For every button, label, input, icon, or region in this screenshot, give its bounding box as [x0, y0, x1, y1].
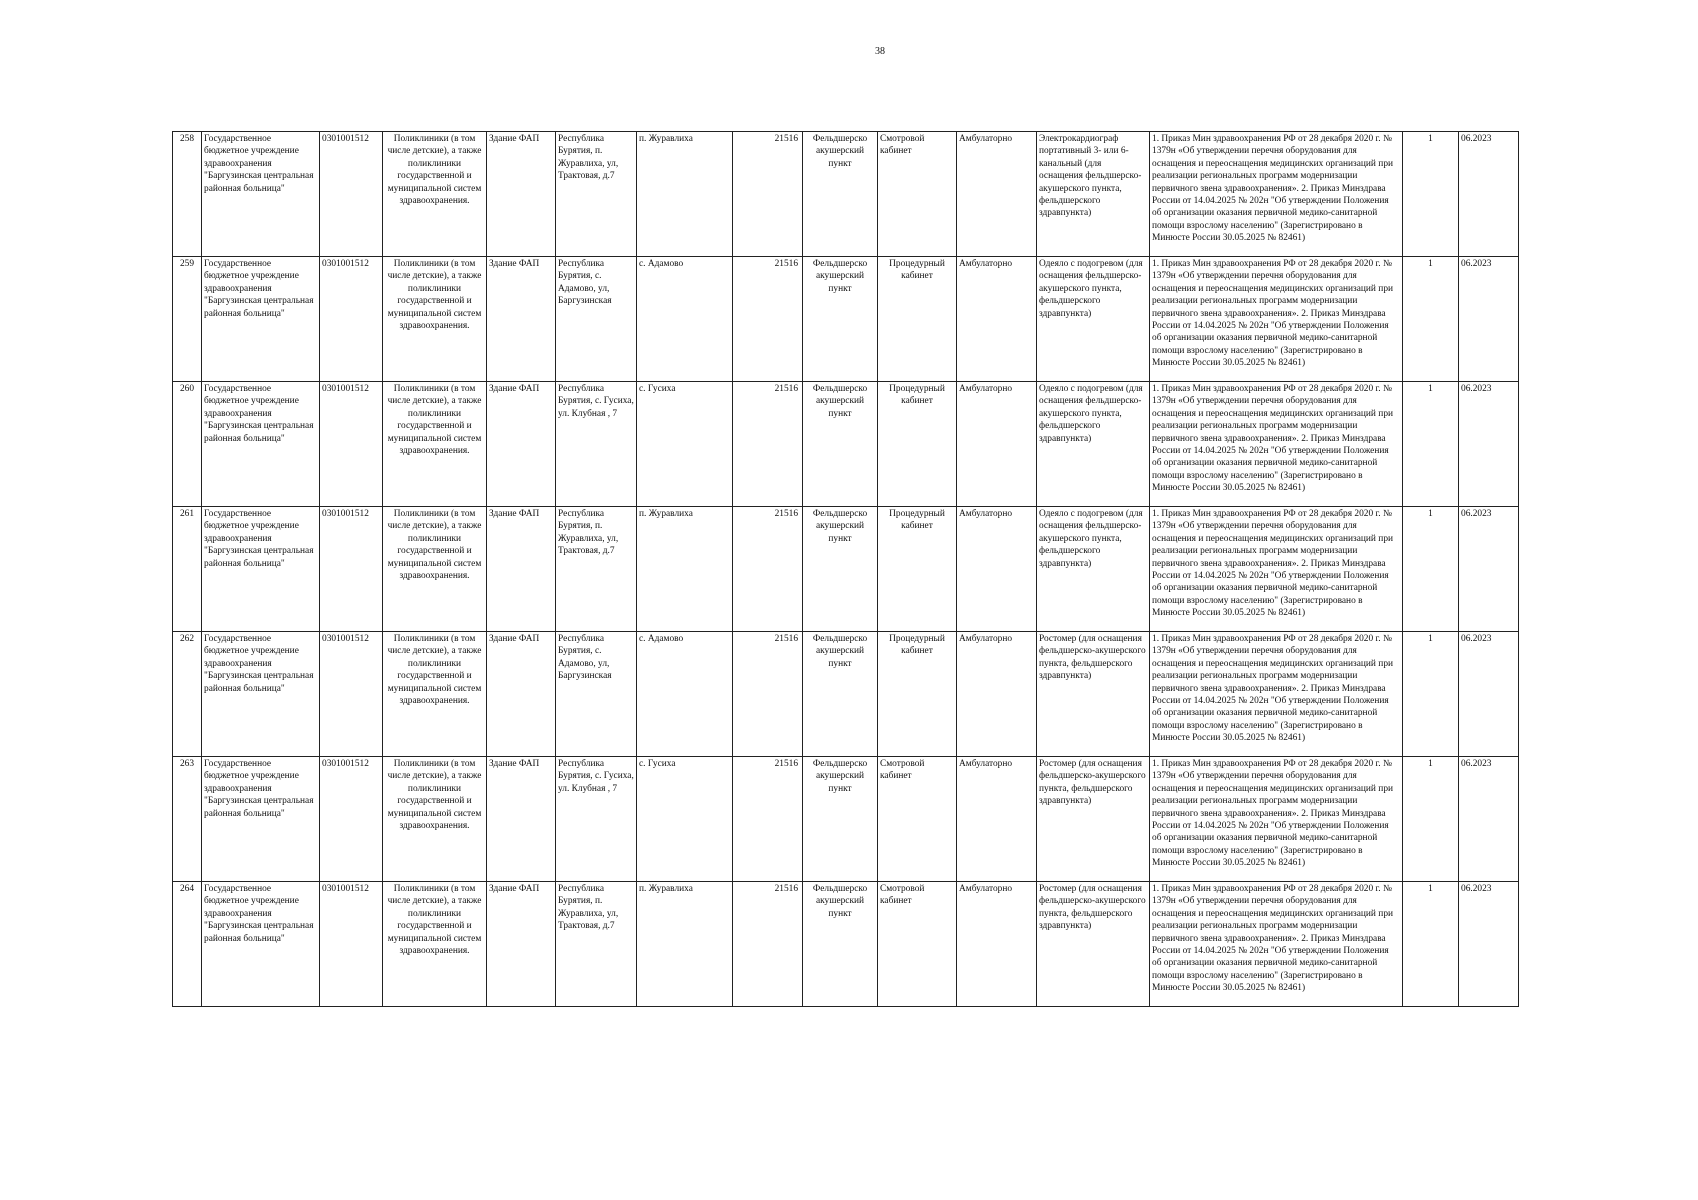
equipment: Ростомер (для оснащения фельдшерско-акушерского пункта, фельдшерского здравпункта) — [1037, 632, 1150, 757]
organization-name: Государственное бюджетное учреждение здравоохранения "Баргузинская центральная районная больница" — [202, 757, 320, 882]
quantity: 1 — [1403, 382, 1459, 507]
equipment: Одеяло с подогревом (для оснащения фельдшерско-акушерского пункта, фельдшерского здравпункта) — [1037, 382, 1150, 507]
quantity: 1 — [1403, 132, 1459, 257]
legal-basis: 1. Приказ Мин здравоохранения РФ от 28 декабря 2020 г. № 1379н «Об утверждении перечня оборудования для оснащения и переоснащения медицинских организаций при реализации региональных программ модернизации первичного звена здравоохранения». 2. Приказ Минздрава России от 14.04.2025 № 202н "Об утверждении Положения об организации оказания первичной медико-санитарной помощи взрослому населению" (Зарегистрировано в Минюсте России 30.05.2025 № 82461) — [1150, 757, 1403, 882]
unit: Фельдшерско акушерский пункт — [803, 757, 878, 882]
building: Здание ФАП — [487, 257, 556, 382]
care-mode: Амбулаторно — [957, 382, 1037, 507]
unit: Фельдшерско акушерский пункт — [803, 882, 878, 1007]
address: Республика Бурятия, с. Адамово, ул, Баргузинская — [556, 257, 637, 382]
organization-code: 0301001512 — [320, 257, 383, 382]
legal-basis: 1. Приказ Мин здравоохранения РФ от 28 декабря 2020 г. № 1379н «Об утверждении перечня оборудования для оснащения и переоснащения медицинских организаций при реализации региональных программ модернизации первичного звена здравоохранения». 2. Приказ Минздрава России от 14.04.2025 № 202н "Об утверждении Положения об организации оказания первичной медико-санитарной помощи взрослому населению" (Зарегистрировано в Минюсте России 30.05.2025 № 82461) — [1150, 507, 1403, 632]
quantity: 1 — [1403, 507, 1459, 632]
care-mode: Амбулаторно — [957, 882, 1037, 1007]
facility-type: Поликлиники (в том числе детские), а также поликлиники государственной и муниципальной систем здравоохранения. — [383, 132, 487, 257]
organization-name: Государственное бюджетное учреждение здравоохранения "Баргузинская центральная районная больница" — [202, 632, 320, 757]
care-mode: Амбулаторно — [957, 757, 1037, 882]
equipment: Одеяло с подогревом (для оснащения фельдшерско-акушерского пункта, фельдшерского здравпункта) — [1037, 507, 1150, 632]
building: Здание ФАП — [487, 632, 556, 757]
date: 06.2023 — [1459, 507, 1519, 632]
date: 06.2023 — [1459, 382, 1519, 507]
table-row — [173, 757, 1519, 882]
locality: с. Адамово — [637, 257, 733, 382]
address: Республика Бурятия, п. Журавлиха, ул, Трактовая, д.7 — [556, 132, 637, 257]
care-mode: Амбулаторно — [957, 507, 1037, 632]
address: Республика Бурятия, с. Адамово, ул, Баргузинская — [556, 632, 637, 757]
row-number: 258 — [173, 132, 202, 257]
room: Процедурный кабинет — [878, 382, 957, 507]
building: Здание ФАП — [487, 382, 556, 507]
row-number: 264 — [173, 882, 202, 1007]
facility-type: Поликлиники (в том числе детские), а также поликлиники государственной и муниципальной систем здравоохранения. — [383, 757, 487, 882]
row-number: 262 — [173, 632, 202, 757]
legal-basis: 1. Приказ Мин здравоохранения РФ от 28 декабря 2020 г. № 1379н «Об утверждении перечня оборудования для оснащения и переоснащения медицинских организаций при реализации региональных программ модернизации первичного звена здравоохранения». 2. Приказ Минздрава России от 14.04.2025 № 202н "Об утверждении Положения об организации оказания первичной медико-санитарной помощи взрослому населению" (Зарегистрировано в Минюсте России 30.05.2025 № 82461) — [1150, 382, 1403, 507]
okved-code: 21516 — [733, 882, 803, 1007]
address: Республика Бурятия, с. Гусиха, ул. Клубная , 7 — [556, 757, 637, 882]
date: 06.2023 — [1459, 257, 1519, 382]
equipment: Ростомер (для оснащения фельдшерско-акушерского пункта, фельдшерского здравпункта) — [1037, 882, 1150, 1007]
table-row — [173, 882, 1519, 1007]
table-row — [173, 132, 1519, 257]
building: Здание ФАП — [487, 757, 556, 882]
locality: п. Журавлиха — [637, 507, 733, 632]
facility-type: Поликлиники (в том числе детские), а также поликлиники государственной и муниципальной систем здравоохранения. — [383, 507, 487, 632]
quantity: 1 — [1403, 257, 1459, 382]
room: Процедурный кабинет — [878, 257, 957, 382]
okved-code: 21516 — [733, 507, 803, 632]
building: Здание ФАП — [487, 882, 556, 1007]
okved-code: 21516 — [733, 132, 803, 257]
organization-code: 0301001512 — [320, 882, 383, 1007]
equipment: Электрокардиограф портативный 3- или 6-канальный (для оснащения фельдшерско-акушерского пункта, фельдшерского здравпункта) — [1037, 132, 1150, 257]
unit: Фельдшерско акушерский пункт — [803, 382, 878, 507]
organization-code: 0301001512 — [320, 507, 383, 632]
quantity: 1 — [1403, 882, 1459, 1007]
unit: Фельдшерско акушерский пункт — [803, 257, 878, 382]
date: 06.2023 — [1459, 757, 1519, 882]
organization-code: 0301001512 — [320, 757, 383, 882]
row-number: 261 — [173, 507, 202, 632]
date: 06.2023 — [1459, 632, 1519, 757]
locality: п. Журавлиха — [637, 132, 733, 257]
locality: с. Гусиха — [637, 757, 733, 882]
legal-basis: 1. Приказ Мин здравоохранения РФ от 28 декабря 2020 г. № 1379н «Об утверждении перечня оборудования для оснащения и переоснащения медицинских организаций при реализации региональных программ модернизации первичного звена здравоохранения». 2. Приказ Минздрава России от 14.04.2025 № 202н "Об утверждении Положения об организации оказания первичной медико-санитарной помощи взрослому населению" (Зарегистрировано в Минюсте России 30.05.2025 № 82461) — [1150, 132, 1403, 257]
organization-name: Государственное бюджетное учреждение здравоохранения "Баргузинская центральная районная больница" — [202, 132, 320, 257]
unit: Фельдшерско акушерский пункт — [803, 632, 878, 757]
locality: п. Журавлиха — [637, 882, 733, 1007]
table-row — [173, 382, 1519, 507]
row-number: 259 — [173, 257, 202, 382]
address: Республика Бурятия, п. Журавлиха, ул, Трактовая, д.7 — [556, 507, 637, 632]
building: Здание ФАП — [487, 132, 556, 257]
facility-type: Поликлиники (в том числе детские), а также поликлиники государственной и муниципальной систем здравоохранения. — [383, 882, 487, 1007]
care-mode: Амбулаторно — [957, 632, 1037, 757]
row-number: 260 — [173, 382, 202, 507]
facility-type: Поликлиники (в том числе детские), а также поликлиники государственной и муниципальной систем здравоохранения. — [383, 257, 487, 382]
organization-name: Государственное бюджетное учреждение здравоохранения "Баргузинская центральная районная больница" — [202, 257, 320, 382]
unit: Фельдшерско акушерский пункт — [803, 507, 878, 632]
room: Смотровой кабинет — [878, 882, 957, 1007]
okved-code: 21516 — [733, 382, 803, 507]
organization-name: Государственное бюджетное учреждение здравоохранения "Баргузинская центральная районная больница" — [202, 507, 320, 632]
equipment: Одеяло с подогревом (для оснащения фельдшерско-акушерского пункта, фельдшерского здравпункта) — [1037, 257, 1150, 382]
room: Смотровой кабинет — [878, 132, 957, 257]
equipment-table — [172, 131, 1519, 1007]
building: Здание ФАП — [487, 507, 556, 632]
page-number: 38 — [875, 46, 885, 57]
okved-code: 21516 — [733, 257, 803, 382]
organization-code: 0301001512 — [320, 132, 383, 257]
unit: Фельдшерско акушерский пункт — [803, 132, 878, 257]
legal-basis: 1. Приказ Мин здравоохранения РФ от 28 декабря 2020 г. № 1379н «Об утверждении перечня оборудования для оснащения и переоснащения медицинских организаций при реализации региональных программ модернизации первичного звена здравоохранения». 2. Приказ Минздрава России от 14.04.2025 № 202н "Об утверждении Положения об организации оказания первичной медико-санитарной помощи взрослому населению" (Зарегистрировано в Минюсте России 30.05.2025 № 82461) — [1150, 632, 1403, 757]
row-number: 263 — [173, 757, 202, 882]
room: Смотровой кабинет — [878, 757, 957, 882]
organization-code: 0301001512 — [320, 382, 383, 507]
okved-code: 21516 — [733, 757, 803, 882]
organization-name: Государственное бюджетное учреждение здравоохранения "Баргузинская центральная районная больница" — [202, 882, 320, 1007]
care-mode: Амбулаторно — [957, 257, 1037, 382]
locality: с. Адамово — [637, 632, 733, 757]
table-row — [173, 632, 1519, 757]
address: Республика Бурятия, с. Гусиха, ул. Клубная , 7 — [556, 382, 637, 507]
table-row — [173, 507, 1519, 632]
facility-type: Поликлиники (в том числе детские), а также поликлиники государственной и муниципальной систем здравоохранения. — [383, 382, 487, 507]
quantity: 1 — [1403, 757, 1459, 882]
equipment: Ростомер (для оснащения фельдшерско-акушерского пункта, фельдшерского здравпункта) — [1037, 757, 1150, 882]
okved-code: 21516 — [733, 632, 803, 757]
care-mode: Амбулаторно — [957, 132, 1037, 257]
legal-basis: 1. Приказ Мин здравоохранения РФ от 28 декабря 2020 г. № 1379н «Об утверждении перечня оборудования для оснащения и переоснащения медицинских организаций при реализации региональных программ модернизации первичного звена здравоохранения». 2. Приказ Минздрава России от 14.04.2025 № 202н "Об утверждении Положения об организации оказания первичной медико-санитарной помощи взрослому населению" (Зарегистрировано в Минюсте России 30.05.2025 № 82461) — [1150, 257, 1403, 382]
room: Процедурный кабинет — [878, 507, 957, 632]
table-row — [173, 257, 1519, 382]
locality: с. Гусиха — [637, 382, 733, 507]
organization-name: Государственное бюджетное учреждение здравоохранения "Баргузинская центральная районная больница" — [202, 382, 320, 507]
quantity: 1 — [1403, 632, 1459, 757]
address: Республика Бурятия, п. Журавлиха, ул, Трактовая, д.7 — [556, 882, 637, 1007]
facility-type: Поликлиники (в том числе детские), а также поликлиники государственной и муниципальной систем здравоохранения. — [383, 632, 487, 757]
date: 06.2023 — [1459, 882, 1519, 1007]
room: Процедурный кабинет — [878, 632, 957, 757]
date: 06.2023 — [1459, 132, 1519, 257]
legal-basis: 1. Приказ Мин здравоохранения РФ от 28 декабря 2020 г. № 1379н «Об утверждении перечня оборудования для оснащения и переоснащения медицинских организаций при реализации региональных программ модернизации первичного звена здравоохранения». 2. Приказ Минздрава России от 14.04.2025 № 202н "Об утверждении Положения об организации оказания первичной медико-санитарной помощи взрослому населению" (Зарегистрировано в Минюсте России 30.05.2025 № 82461) — [1150, 882, 1403, 1007]
organization-code: 0301001512 — [320, 632, 383, 757]
